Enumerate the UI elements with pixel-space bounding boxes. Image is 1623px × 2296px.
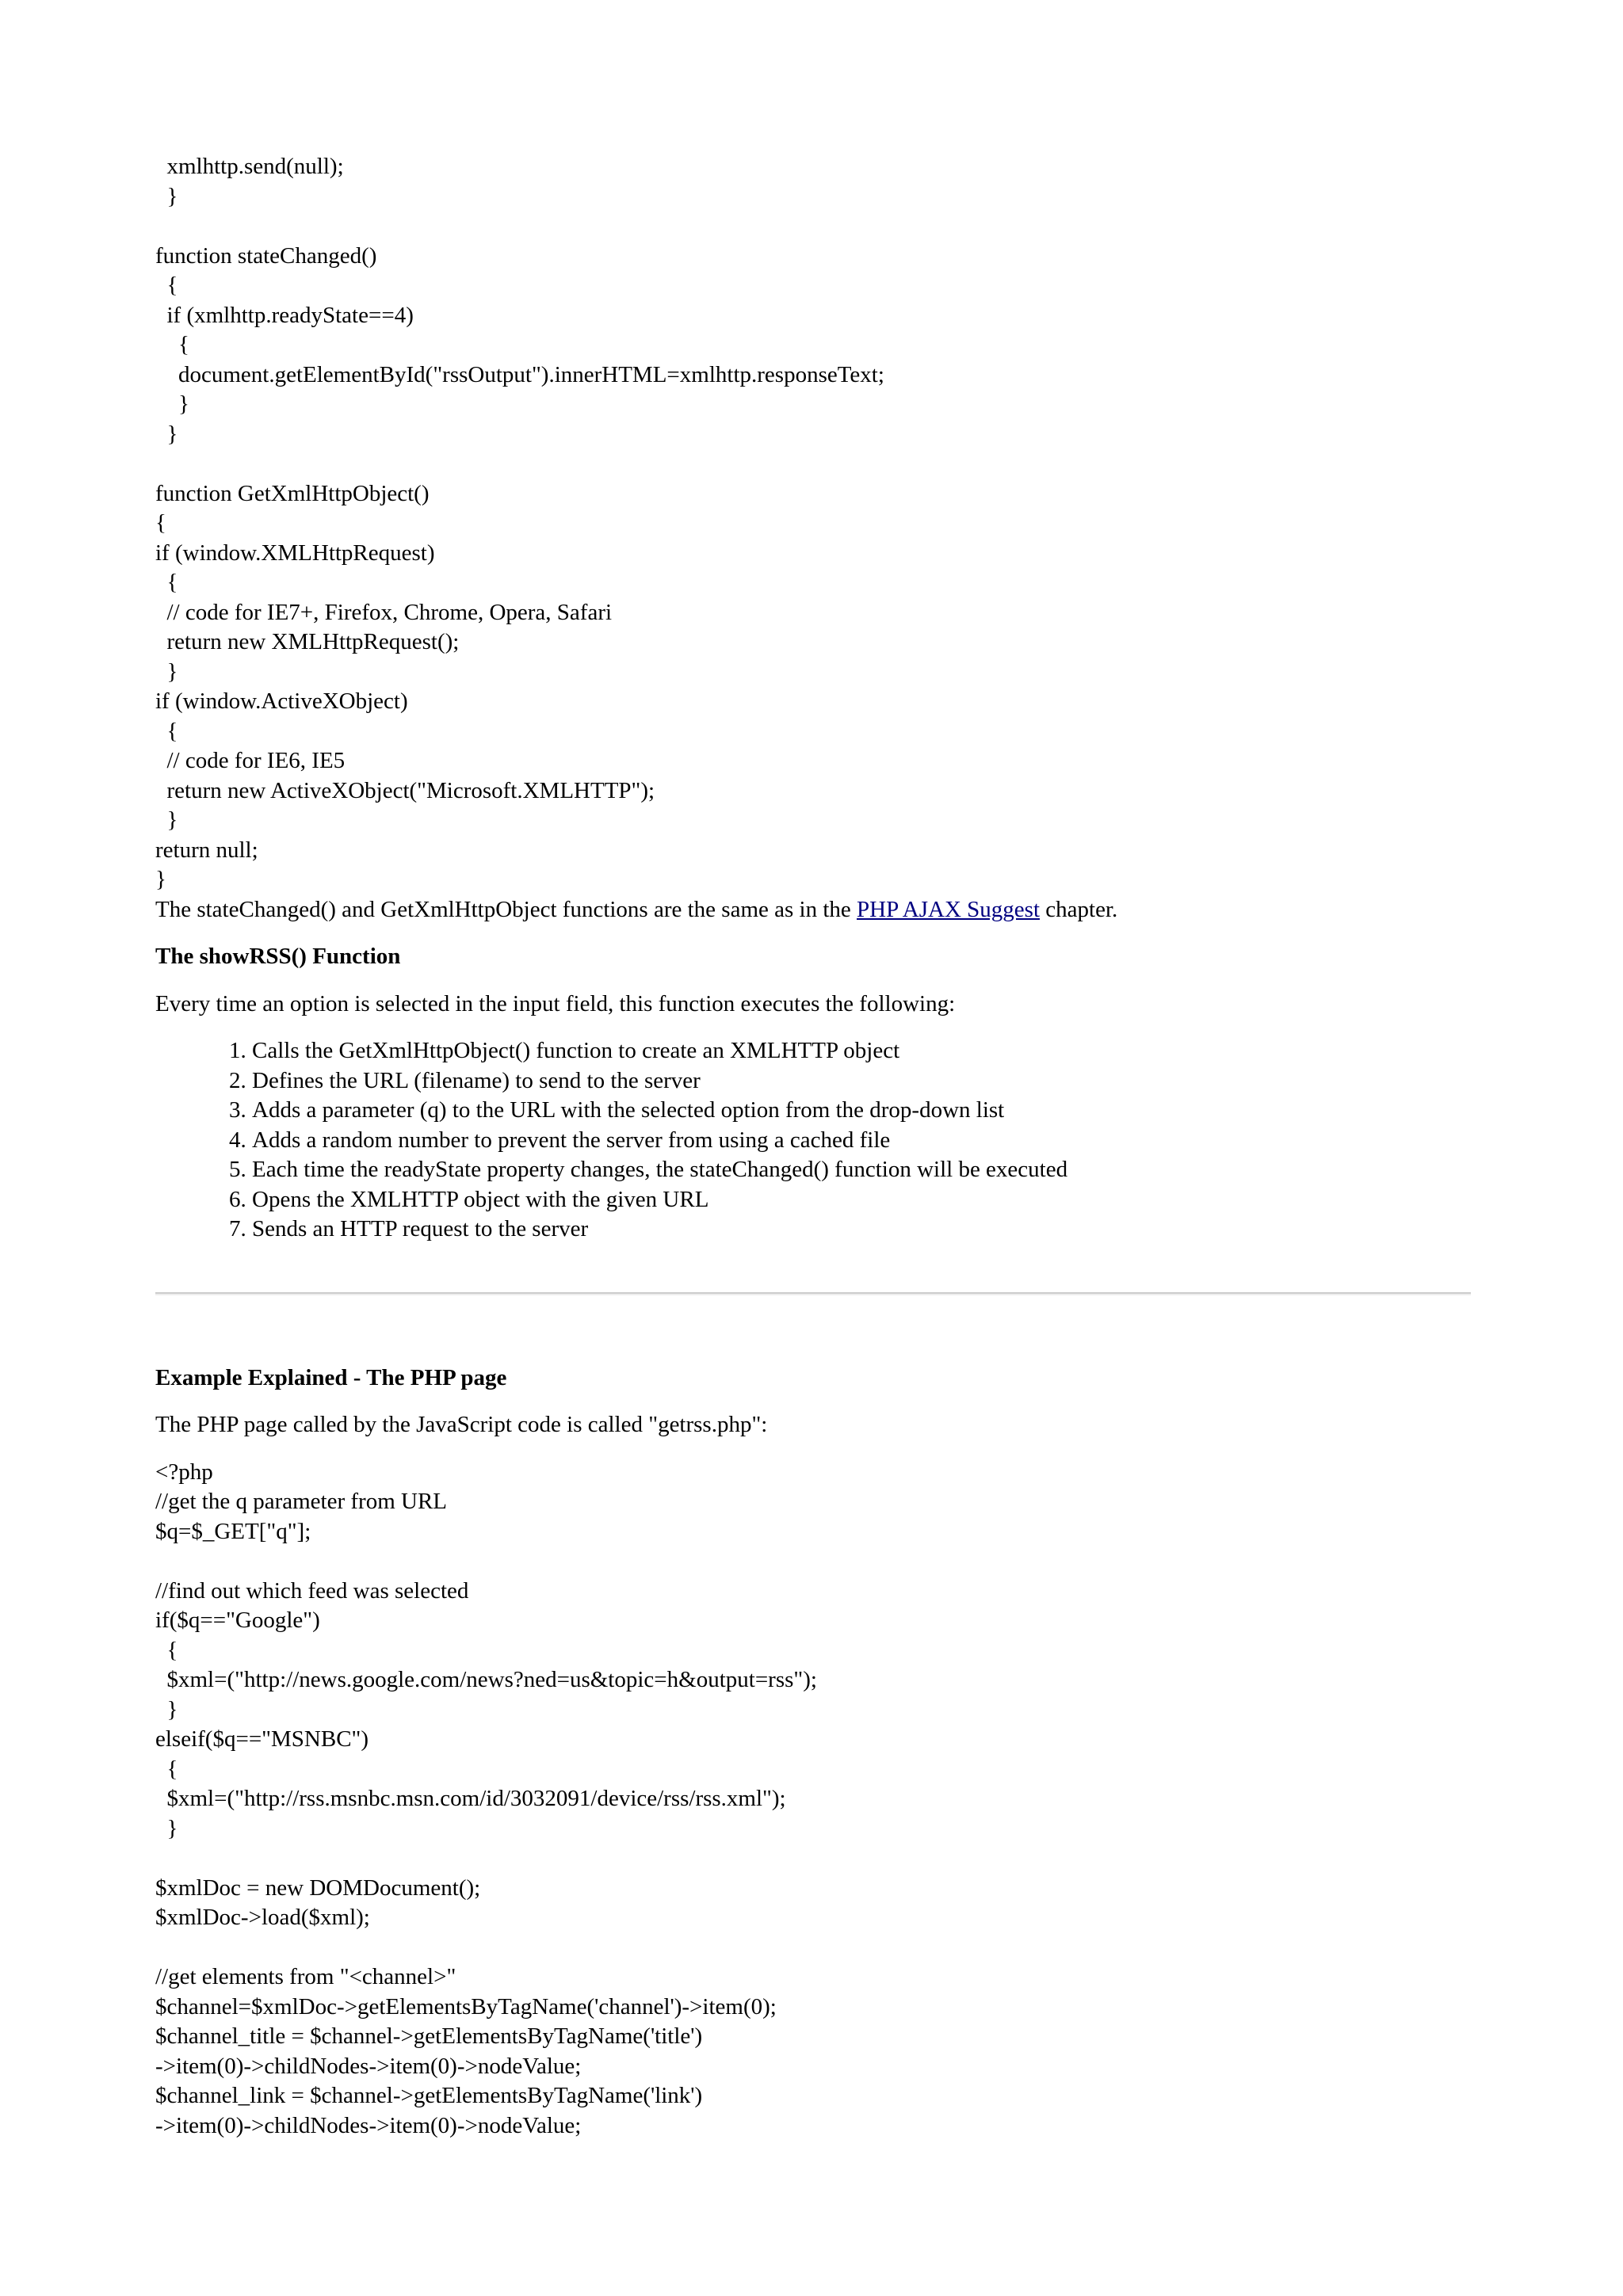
note-text-after: chapter. xyxy=(1040,896,1118,922)
showrss-heading: The showRSS() Function xyxy=(155,944,401,969)
list-item: 4. Adds a random number to prevent the server from using a cached file xyxy=(252,1126,1471,1156)
document-page xyxy=(155,152,1471,2141)
list-item: 2. Defines the URL (filename) to send to the server xyxy=(252,1066,1471,1097)
showrss-steps-list xyxy=(155,1036,1471,1245)
list-item: 7. Sends an HTTP request to the server xyxy=(252,1215,1471,1245)
list-item: 1. Calls the GetXmlHttpObject() function to create an XMLHTTP object xyxy=(252,1036,1471,1066)
note-text-before: The stateChanged() and GetXmlHttpObject functions are the same as in the xyxy=(155,896,857,922)
list-item: 3. Adds a parameter (q) to the URL with the selected option from the drop-down list xyxy=(252,1096,1471,1126)
php-ajax-suggest-link[interactable]: PHP AJAX Suggest xyxy=(857,896,1041,922)
list-item: 5. Each time the readyState property changes, the stateChanged() function will be executed xyxy=(252,1155,1471,1185)
php-page-heading: Example Explained - The PHP page xyxy=(155,1364,507,1390)
note-paragraph xyxy=(155,895,1471,925)
javascript-code-block: xmlhttp.send(null); } function stateChanged() { if (xmlhttp.readyState==4) { document.getElementById("rssOutput").innerHTML=xmlhttp.responseText; } } function GetXmlHttpObject() { if (window.XMLHttpRequest) { // code for IE7+, Firefox, Chrome, Opera, Safari return new XMLHttpRequest(); } if (window.ActiveXObject) { // code for IE6, IE5 return new ActiveXObject("Microsoft.XMLHTTP"); } return null; } xyxy=(155,154,884,892)
section-divider xyxy=(155,1292,1471,1295)
list-item: 6. Opens the XMLHTTP object with the given URL xyxy=(252,1185,1471,1215)
showrss-intro: Every time an option is selected in the input field, this function executes the following: xyxy=(155,990,956,1016)
php-code-block: <?php //get the q parameter from URL $q=$_GET["q"]; //find out which feed was selected if($q=="Google") { $xml=("http://news.google.com/news?ned=us&topic=h&output=rss"); } elseif($q=="MSNBC") { $xml=("http://rss.msnbc.msn.com/id/3032091/device/rss/rss.xml"); } $xmlDoc = new DOMDocument(); $xmlDoc->load($xml); //get elements from "<channel>" $channel=$xmlDoc->getElementsByTagName('channel')->item(0); $channel_title = $channel->getElementsByTagName('title') ->item(0)->childNodes->item(0)->nodeValue; $channel_link = $channel->getElementsByTagName('link') ->item(0)->childNodes->item(0)->nodeValue; xyxy=(155,1459,817,2138)
php-page-intro: The PHP page called by the JavaScript code is called "getrss.php": xyxy=(155,1412,768,1437)
